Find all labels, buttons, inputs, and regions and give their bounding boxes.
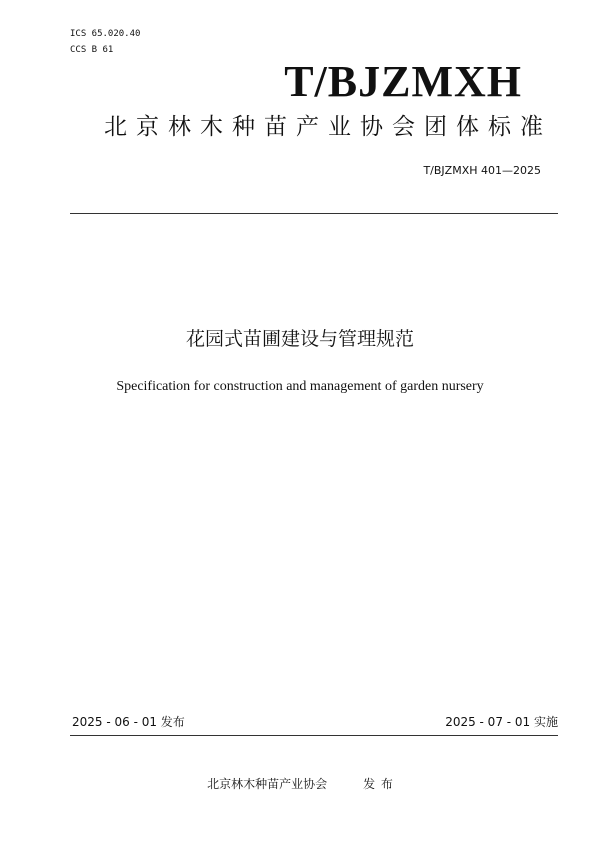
ccs-code: CCS B 61	[70, 45, 114, 55]
organization-standard-title: 北京林木种苗产业协会团体标准	[104, 114, 552, 140]
publish-date: 2025 - 06 - 01 发布	[72, 715, 185, 729]
top-divider	[70, 213, 558, 214]
document-title-chinese: 花园式苗圃建设与管理规范	[185, 328, 414, 350]
bottom-divider	[70, 735, 558, 736]
document-title-english: Specification for construction and management of garden nursery	[116, 379, 484, 394]
publisher: 北京林木种苗产业协会 发 布	[207, 777, 393, 791]
organization-code: T/BJZMXH	[284, 57, 522, 106]
standard-number: T/BJZMXH 401—2025	[423, 164, 541, 177]
ics-code: ICS 65.020.40	[70, 29, 141, 39]
implementation-date: 2025 - 07 - 01 实施	[445, 715, 558, 729]
